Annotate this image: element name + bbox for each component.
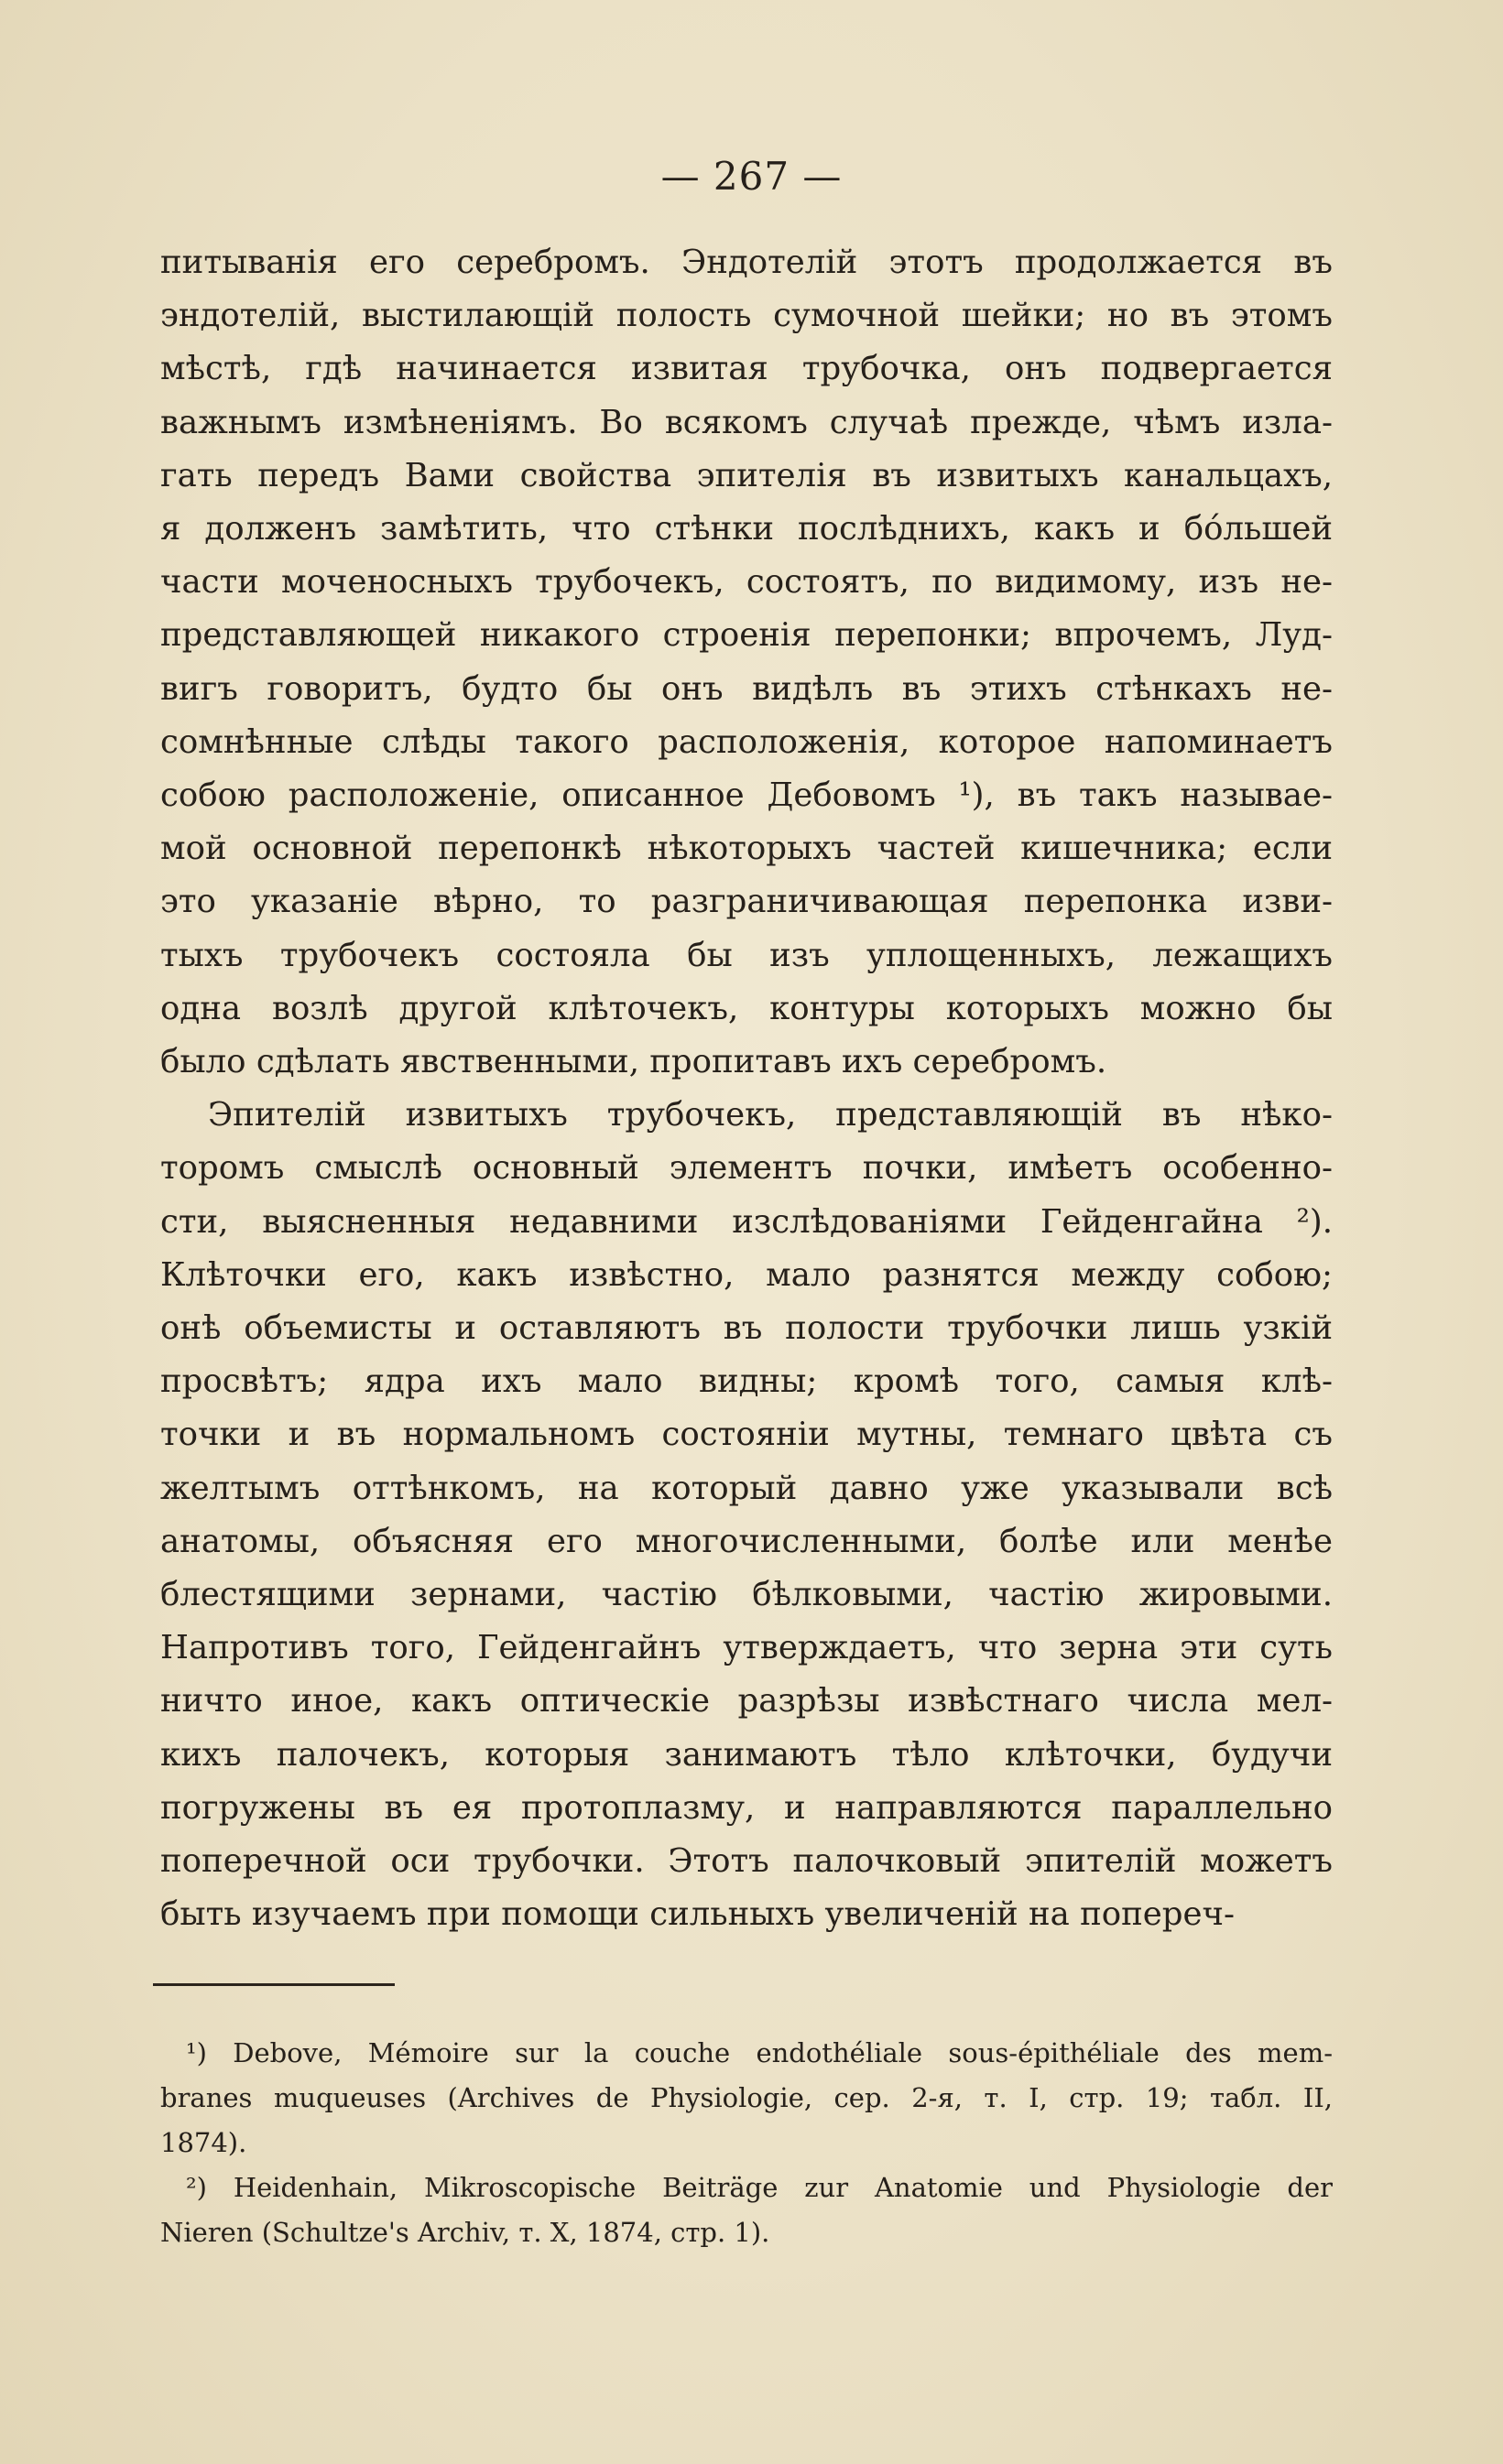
text-line: собою расположеніе, описанное Дебовомъ ¹), въ такъ называе- bbox=[160, 776, 1333, 815]
text-line: поперечной оси трубочки. Этотъ палочковый эпителій можетъ bbox=[160, 1842, 1333, 1881]
text-line: Клѣточки его, какъ извѣстно, мало разнятся между собою; bbox=[160, 1255, 1333, 1294]
text-line: питыванія его серебромъ. Эндотелій этотъ продолжается въ bbox=[160, 244, 1333, 281]
text-line: было сдѣлать явственными, пропитавъ ихъ серебромъ. bbox=[160, 1043, 1107, 1081]
footnote-2 bbox=[160, 2165, 1333, 2255]
text-line: торомъ смыслѣ основный элементъ почки, имѣетъ особенно- bbox=[160, 1149, 1333, 1188]
paragraph-1 bbox=[160, 236, 1333, 1089]
footnote-line: branes muqueuses (Archives de Physiologie, сер. 2-я, т. I, стр. 19; табл. II, bbox=[160, 2082, 1333, 2113]
footnote-line: ¹) Debove, Mémoire sur la couche endothéliale sous-épithéliale des mem- bbox=[186, 2037, 1333, 2068]
page-number: — 267 — bbox=[660, 154, 843, 199]
text-line: это указаніе вѣрно, то разграничивающая перепонка изви- bbox=[160, 883, 1333, 921]
text-line: сти, выясненныя недавними изслѣдованіями Гейденгайна ²). bbox=[160, 1202, 1333, 1241]
text-line: быть изучаемъ при помощи сильныхъ увеличеній на попереч- bbox=[160, 1895, 1235, 1934]
text-line: тыхъ трубочекъ состояла бы изъ уплощенныхъ, лежащихъ bbox=[160, 936, 1333, 974]
footnotes bbox=[160, 2031, 1333, 2255]
text-line: гать передъ Вами свойства эпителія въ извитыхъ канальцахъ, bbox=[160, 456, 1333, 494]
footnote-line: 1874). bbox=[160, 2127, 247, 2158]
footnote-divider bbox=[153, 1983, 395, 1986]
text-line: блестящими зернами, частію бѣлковыми, частію жировыми. bbox=[160, 1576, 1333, 1614]
text-line: представляющей никакого строенія перепонки; впрочемъ, Луд- bbox=[160, 616, 1333, 655]
text-line: погружены въ ея протоплазму, и направляются параллельно bbox=[160, 1788, 1333, 1827]
text-line: одна возлѣ другой клѣточекъ, контуры которыхъ можно бы bbox=[160, 989, 1333, 1027]
text-line: сомнѣнные слѣды такого расположенія, которое напоминаетъ bbox=[160, 722, 1333, 761]
text-line: Напротивъ того, Гейденгайнъ утверждаетъ, что зерна эти суть bbox=[160, 1629, 1333, 1667]
footnote-1 bbox=[160, 2031, 1333, 2165]
text-line: ничто иное, какъ оптическіе разрѣзы извѣстнаго числа мел- bbox=[160, 1682, 1333, 1720]
text-line: точки и въ нормальномъ состояніи мутны, темнаго цвѣта съ bbox=[160, 1416, 1333, 1454]
paragraph-2 bbox=[160, 1089, 1333, 1941]
body-text bbox=[160, 236, 1333, 1942]
text-line: я долженъ замѣтить, что стѣнки послѣднихъ, какъ и бóльшей bbox=[160, 510, 1333, 548]
text-line: части моченосныхъ трубочекъ, состоятъ, по видимому, изъ не- bbox=[160, 563, 1333, 602]
text-line: мѣстѣ, гдѣ начинается извитая трубочка, онъ подвергается bbox=[160, 350, 1333, 388]
text-line: Эпителій извитыхъ трубочекъ, представляющій въ нѣко- bbox=[208, 1096, 1333, 1134]
text-line: желтымъ оттѣнкомъ, на который давно уже указывали всѣ bbox=[160, 1469, 1333, 1507]
text-line: анатомы, объясняя его многочисленными, болѣе или менѣе bbox=[160, 1522, 1333, 1560]
text-line: мой основной перепонкѣ нѣкоторыхъ частей кишечника; если bbox=[160, 830, 1333, 868]
text-line: важнымъ измѣненіямъ. Во всякомъ случаѣ прежде, чѣмъ изла- bbox=[160, 403, 1333, 441]
text-line: эндотелій, выстилающій полость сумочной шейки; но въ этомъ bbox=[160, 297, 1333, 335]
text-line: вигъ говоритъ, будто бы онъ видѣлъ въ этихъ стѣнкахъ не- bbox=[160, 669, 1333, 708]
footnote-line: Nieren (Schultze's Archiv, т. X, 1874, стр. 1). bbox=[160, 2217, 770, 2248]
text-line: онѣ объемисты и оставляютъ въ полости трубочки лишь узкій bbox=[160, 1309, 1333, 1348]
text-line: кихъ палочекъ, которыя занимаютъ тѣло клѣточки, будучи bbox=[160, 1735, 1333, 1774]
text-line: просвѣтъ; ядра ихъ мало видны; кромѣ того, самыя клѣ- bbox=[160, 1362, 1333, 1401]
footnote-line: ²) Heidenhain, Mikroscopische Beiträge zur Anatomie und Physiologie der bbox=[186, 2172, 1333, 2203]
